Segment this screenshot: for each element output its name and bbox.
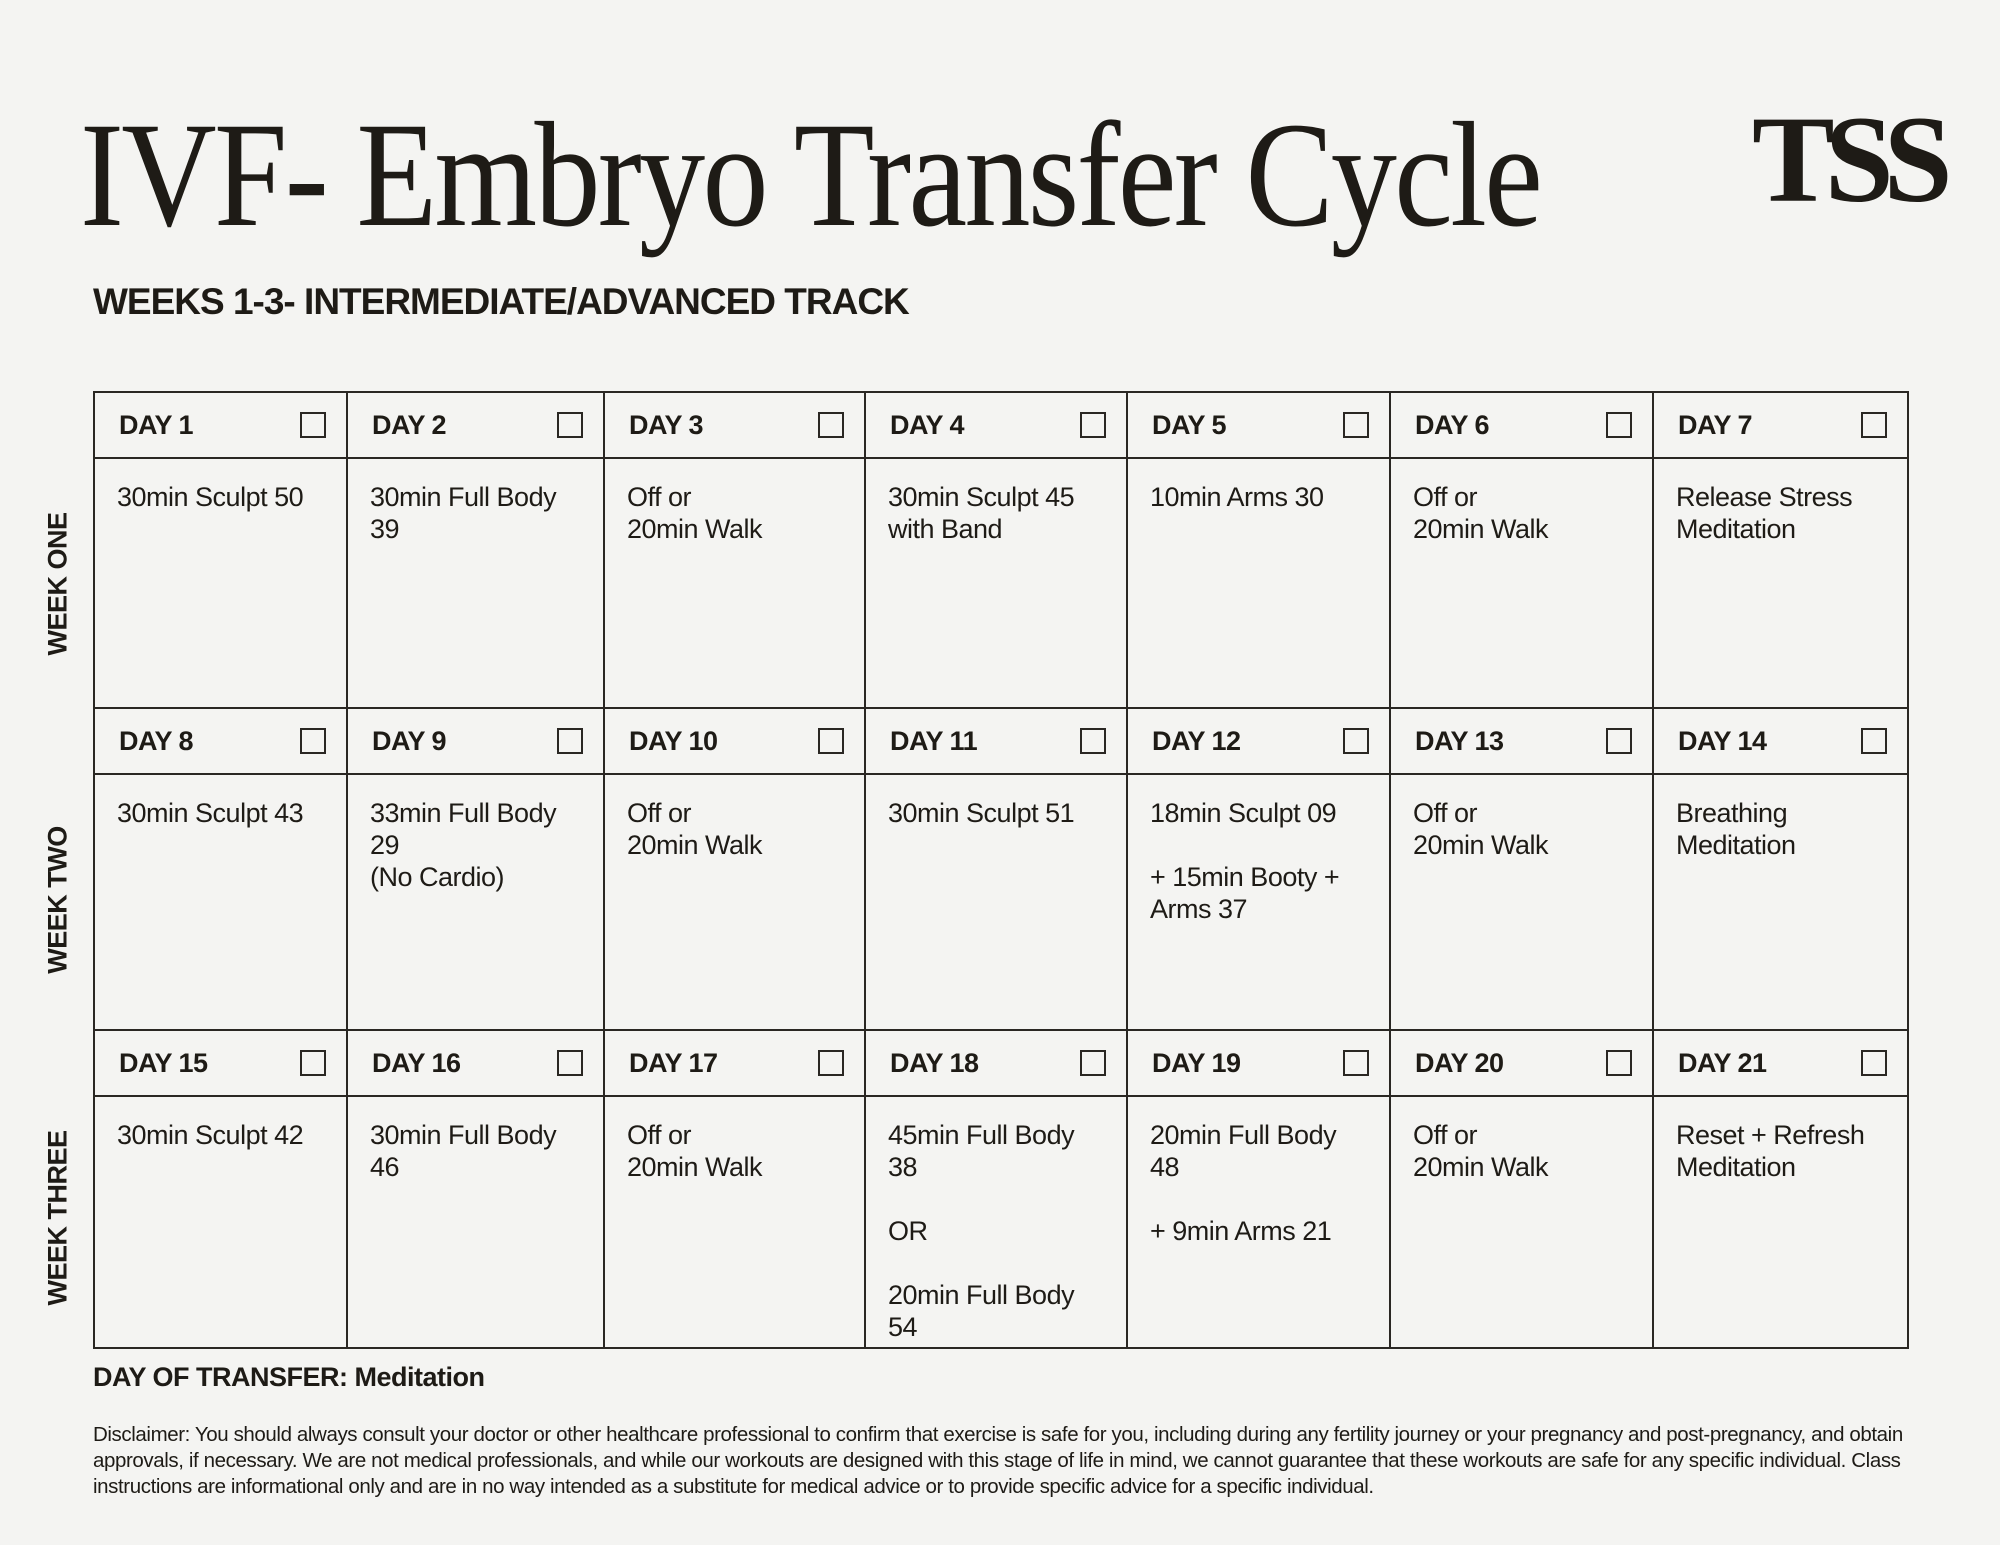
day-complete-checkbox[interactable]	[300, 412, 326, 438]
workout-cell	[347, 774, 604, 1030]
workout-cell	[604, 458, 865, 708]
workout-line: Reset + Refresh	[1676, 1120, 1865, 1151]
day-header-cell	[94, 1030, 347, 1096]
week-workout-row	[94, 1096, 1908, 1348]
day-label: DAY 6	[1415, 409, 1490, 440]
workout-text	[95, 459, 346, 513]
workout-text	[1654, 1097, 1907, 1183]
day-complete-checkbox[interactable]	[1080, 1050, 1106, 1076]
workout-line: + 15min Booty +	[1150, 862, 1340, 893]
day-label: DAY 11	[890, 725, 978, 756]
workout-cell	[865, 774, 1127, 1030]
week-label-three: WEEK THREE	[42, 1130, 73, 1306]
day-label: DAY 17	[629, 1047, 718, 1078]
workout-text	[1128, 459, 1389, 513]
day-label: DAY 7	[1678, 409, 1753, 440]
transfer-label: DAY OF TRANSFER:	[93, 1362, 348, 1392]
day-header-cell	[1390, 708, 1653, 774]
day-header-cell	[604, 392, 865, 458]
workout-line: 45min Full Body 38	[888, 1120, 1075, 1183]
workout-line: 20min Walk	[1413, 514, 1549, 545]
workout-cell	[1390, 458, 1653, 708]
workout-line: Breathing	[1676, 798, 1788, 829]
workout-line: 20min Walk	[627, 830, 763, 861]
day-complete-checkbox[interactable]	[818, 728, 844, 754]
day-header-cell	[865, 708, 1127, 774]
workout-text	[605, 775, 864, 861]
day-complete-checkbox[interactable]	[1080, 728, 1106, 754]
workout-line: Off or	[627, 798, 692, 829]
page-title: IVF- Embryo Transfer Cycle	[80, 92, 1541, 258]
workout-text	[1128, 775, 1389, 925]
workout-line: 30min Sculpt 43	[117, 798, 304, 829]
day-complete-checkbox[interactable]	[557, 412, 583, 438]
day-complete-checkbox[interactable]	[1343, 412, 1369, 438]
workout-line: 30min Sculpt 45	[888, 482, 1075, 513]
workout-line: Arms 37	[1150, 894, 1248, 925]
day-complete-checkbox[interactable]	[1861, 728, 1887, 754]
workout-text	[1391, 775, 1652, 861]
workout-text	[95, 1097, 346, 1151]
day-header-cell	[1127, 708, 1390, 774]
workout-line: + 9min Arms 21	[1150, 1216, 1332, 1247]
workout-text	[95, 775, 346, 829]
workout-line: with Band	[888, 514, 1003, 545]
workout-line	[888, 1247, 1106, 1279]
workout-line: Off or	[1413, 798, 1478, 829]
workout-text	[1391, 459, 1652, 545]
workout-line: 20min Walk	[627, 514, 763, 545]
track-subtitle: WEEKS 1-3- INTERMEDIATE/ADVANCED TRACK	[93, 281, 909, 322]
workout-cell	[604, 1096, 865, 1348]
day-header-cell	[1127, 1030, 1390, 1096]
workout-line: 30min Sculpt 42	[117, 1120, 304, 1151]
day-header-cell	[865, 1030, 1127, 1096]
day-label: DAY 5	[1152, 409, 1227, 440]
workout-cell	[347, 458, 604, 708]
workout-line: Off or	[627, 482, 692, 513]
day-complete-checkbox[interactable]	[1606, 728, 1632, 754]
workout-line: 20min Full Body 48	[1150, 1120, 1337, 1183]
day-label: DAY 20	[1415, 1047, 1504, 1078]
week-day-header-row	[94, 708, 1908, 774]
day-label: DAY 18	[890, 1047, 979, 1078]
workout-text	[866, 775, 1126, 829]
week-label-one: WEEK ONE	[42, 512, 73, 656]
workout-line: Meditation	[1676, 1152, 1796, 1183]
workout-text	[1654, 775, 1907, 861]
workout-line: 18min Sculpt 09	[1150, 798, 1337, 829]
workout-cell	[865, 458, 1127, 708]
workout-line: Off or	[1413, 482, 1478, 513]
workout-text	[348, 1097, 603, 1183]
workout-cell	[1127, 774, 1390, 1030]
day-header-cell	[1127, 392, 1390, 458]
workout-cell	[1390, 1096, 1653, 1348]
workout-text	[866, 459, 1126, 545]
day-complete-checkbox[interactable]	[1343, 1050, 1369, 1076]
workout-line: 20min Walk	[627, 1152, 763, 1183]
workout-line: (No Cardio)	[370, 862, 505, 893]
workout-line: 20min Walk	[1413, 1152, 1549, 1183]
day-complete-checkbox[interactable]	[557, 1050, 583, 1076]
workout-line: Off or	[627, 1120, 692, 1151]
day-complete-checkbox[interactable]	[1343, 728, 1369, 754]
day-label: DAY 15	[119, 1047, 208, 1078]
day-label: DAY 16	[372, 1047, 461, 1078]
day-label: DAY 4	[890, 409, 965, 440]
transfer-value: Meditation	[347, 1362, 485, 1392]
day-complete-checkbox[interactable]	[818, 1050, 844, 1076]
workout-text	[1128, 1097, 1389, 1247]
workout-cell	[1127, 1096, 1390, 1348]
day-label: DAY 13	[1415, 725, 1504, 756]
workout-cell	[1653, 458, 1908, 708]
day-complete-checkbox[interactable]	[818, 412, 844, 438]
workout-line: 30min Full Body 39	[370, 482, 557, 545]
workout-cell	[347, 1096, 604, 1348]
workout-line: 46	[370, 1152, 400, 1183]
workout-text	[1391, 1097, 1652, 1183]
day-label: DAY 12	[1152, 725, 1241, 756]
day-label: DAY 8	[119, 725, 194, 756]
workout-cell	[94, 774, 347, 1030]
day-header-cell	[604, 1030, 865, 1096]
workout-line: OR	[888, 1216, 928, 1247]
week-workout-row	[94, 774, 1908, 1030]
workout-text	[1654, 459, 1907, 545]
week-day-header-row	[94, 392, 1908, 458]
day-header-cell	[347, 1030, 604, 1096]
workout-line: 10min Arms 30	[1150, 482, 1324, 513]
day-label: DAY 19	[1152, 1047, 1241, 1078]
workout-text	[348, 459, 603, 545]
workout-line: 30min Sculpt 51	[888, 798, 1075, 829]
week-workout-row	[94, 458, 1908, 708]
workout-cell	[604, 774, 865, 1030]
day-header-cell	[347, 708, 604, 774]
workout-text	[605, 1097, 864, 1183]
workout-line	[1150, 829, 1369, 861]
day-header-cell	[865, 392, 1127, 458]
workout-cell	[94, 458, 347, 708]
day-header-cell	[94, 708, 347, 774]
workout-line: Meditation	[1676, 514, 1796, 545]
day-label: DAY 1	[119, 409, 194, 440]
day-label: DAY 2	[372, 409, 447, 440]
day-label: DAY 3	[629, 409, 704, 440]
workout-line: 30min Full Body	[370, 1120, 557, 1151]
workout-cell	[865, 1096, 1127, 1348]
day-complete-checkbox[interactable]	[1080, 412, 1106, 438]
tss-logo: TSS	[1752, 91, 1943, 228]
day-header-cell	[94, 392, 347, 458]
workout-text	[348, 775, 603, 893]
week-label-two: WEEK TWO	[42, 826, 73, 974]
day-complete-checkbox[interactable]	[1861, 1050, 1887, 1076]
day-complete-checkbox[interactable]	[1606, 412, 1632, 438]
workout-text	[605, 459, 864, 545]
day-of-transfer	[93, 1362, 485, 1393]
day-complete-checkbox[interactable]	[1861, 412, 1887, 438]
day-complete-checkbox[interactable]	[557, 728, 583, 754]
disclaimer-text: Disclaimer: You should always consult your doctor or other healthcare professional to confirm that exercise is safe for you, including during any fertility journey or your pregnancy and post-pregnancy, and obtain approvals, if necessary. We are not medical professionals, and while our workouts are designed with this stage of life in mind, we cannot guarantee that these workouts are safe for any specific individual. Class instructions are informational only and are in no way intended as a substitute for medical advice or to provide specific advice for a specific individual.	[93, 1423, 1903, 1498]
workout-cell	[1390, 774, 1653, 1030]
week-day-header-row	[94, 1030, 1908, 1096]
day-complete-checkbox[interactable]	[300, 1050, 326, 1076]
workout-line: 30min Sculpt 50	[117, 482, 304, 513]
day-label: DAY 9	[372, 725, 447, 756]
workout-cell	[94, 1096, 347, 1348]
day-complete-checkbox[interactable]	[1606, 1050, 1632, 1076]
day-header-cell	[347, 392, 604, 458]
workout-line: 20min Full Body 54	[888, 1280, 1075, 1343]
workout-cell	[1127, 458, 1390, 708]
day-complete-checkbox[interactable]	[300, 728, 326, 754]
workout-line: Meditation	[1676, 830, 1796, 861]
workout-line: Off or	[1413, 1120, 1478, 1151]
day-label: DAY 14	[1678, 725, 1767, 756]
day-header-cell	[1653, 708, 1908, 774]
workout-line	[888, 1183, 1106, 1215]
day-label: DAY 21	[1678, 1047, 1767, 1078]
day-header-cell	[1390, 1030, 1653, 1096]
day-header-cell	[604, 708, 865, 774]
day-header-cell	[1653, 392, 1908, 458]
workout-line: 20min Walk	[1413, 830, 1549, 861]
day-header-cell	[1653, 1030, 1908, 1096]
workout-line	[1150, 1183, 1369, 1215]
workout-cell	[1653, 1096, 1908, 1348]
workout-cell	[1653, 774, 1908, 1030]
day-label: DAY 10	[629, 725, 718, 756]
workout-line: 33min Full Body 29	[370, 798, 557, 861]
workout-line: Release Stress	[1676, 482, 1853, 513]
day-header-cell	[1390, 392, 1653, 458]
workout-schedule-table	[93, 391, 1909, 1349]
workout-text	[866, 1097, 1126, 1343]
